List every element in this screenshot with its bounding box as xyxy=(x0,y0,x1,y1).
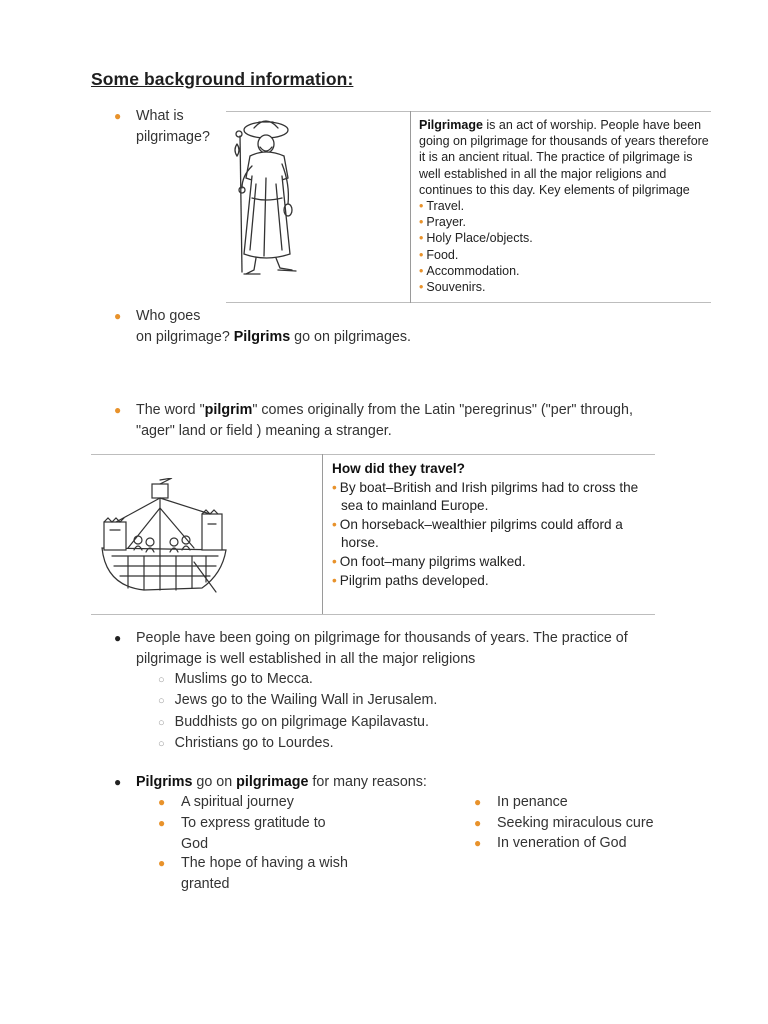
bullet-orange: ● xyxy=(474,816,482,830)
small-bullet: • xyxy=(332,553,337,569)
reason-item: Seeking miraculous cure xyxy=(497,815,654,831)
pilgrims-term: Pilgrims xyxy=(136,774,193,790)
box2-text xyxy=(332,460,638,590)
religions-sublist xyxy=(158,669,437,754)
box1-line4: well established in all the major religions and xyxy=(419,166,667,181)
bullet-orange: ● xyxy=(158,816,166,830)
bullet-orange: ● xyxy=(474,836,482,850)
p4-line1: People have been going on pilgrimage for thousands of years. The practice of xyxy=(136,630,628,646)
reason-item: The hope of having a wish granted xyxy=(181,855,348,892)
bullet-orange: ● xyxy=(114,309,122,323)
ship-illustration xyxy=(98,478,230,596)
box1-line3: it is an ancient ritual. The practice of pilgrimage is xyxy=(419,150,693,165)
small-bullet: • xyxy=(332,516,337,532)
hollow-bullet: ○ xyxy=(158,674,165,686)
small-bullet: • xyxy=(419,231,424,246)
box1-top-border xyxy=(226,111,711,112)
box2-item: • On foot–many pilgrims walked. xyxy=(332,553,526,569)
q3-line2: "ager" land or field ) meaning a stranger. xyxy=(136,422,392,439)
reason-item: In penance xyxy=(497,794,568,810)
small-bullet: • xyxy=(332,572,337,588)
pilgrims-term: Pilgrims xyxy=(233,328,291,345)
bullet-orange: ● xyxy=(114,403,122,417)
q1-line1: What is xyxy=(136,108,184,124)
box2-title: How did they travel? xyxy=(332,461,465,476)
box1-item: • Food. xyxy=(419,247,459,262)
small-bullet: • xyxy=(419,199,424,214)
sublist-item: ○ Buddhists go on pilgrimage Kapilavastu. xyxy=(158,713,429,730)
small-bullet: • xyxy=(419,263,424,278)
box2-bottom-border xyxy=(91,614,655,615)
q3-line1: The word "pilgrim" comes originally from the Latin "peregrinus" ("per" through, xyxy=(136,402,633,418)
small-bullet: • xyxy=(419,247,424,262)
bullet-orange: ● xyxy=(474,795,482,809)
box1-term: Pilgrimage xyxy=(419,118,483,132)
box2-top-border xyxy=(91,454,655,455)
box1-bottom-border xyxy=(226,302,711,303)
box2-item-cont: horse. xyxy=(341,535,379,551)
reason-item: A spiritual journey xyxy=(181,794,294,810)
reason-item: In veneration of God xyxy=(497,835,627,851)
bullet-orange: ● xyxy=(158,856,166,870)
q2-line1: Who goes xyxy=(136,308,201,324)
box1-item: • Prayer. xyxy=(419,215,466,230)
box1-divider xyxy=(410,111,411,303)
reasons-paragraph: Pilgrims go on pilgrimage for many reasons: xyxy=(136,774,427,790)
bullet-black: ● xyxy=(114,775,122,789)
box1-line1 xyxy=(419,117,709,133)
pilgrim-illustration xyxy=(226,114,406,300)
page-heading: Some background information: xyxy=(91,69,354,89)
pilgrimage-term: pilgrimage xyxy=(236,774,309,790)
reason-item: To express gratitude to God xyxy=(181,815,326,852)
box2-item: • By boat–British and Irish pilgrims had to cross the xyxy=(332,479,639,495)
small-bullet: • xyxy=(332,479,337,495)
box1-line5: continues to this day. Key elements of pilgrimage xyxy=(419,182,690,197)
bullet-orange: ● xyxy=(114,109,122,123)
box1-line2: going on pilgrimage for thousands of years therefore xyxy=(419,134,709,149)
box2-item-cont: sea to mainland Europe. xyxy=(341,498,489,514)
hollow-bullet: ○ xyxy=(158,737,165,750)
box1-text xyxy=(419,117,709,295)
bullet-black: ● xyxy=(114,631,122,645)
box2-divider xyxy=(322,454,323,614)
box1-item: • Travel. xyxy=(419,199,465,214)
box2-item: • On horseback–wealthier pilgrims could afford a xyxy=(332,516,623,532)
word-origin-paragraph xyxy=(136,400,633,441)
question-who-goes xyxy=(136,306,411,347)
question-what-is-pilgrimage xyxy=(136,106,210,147)
p4-line2: pilgrimage is well established in all the major religions xyxy=(136,650,476,667)
box1-line1-rest: is an act of worship. People have been xyxy=(482,118,702,132)
religions-paragraph xyxy=(136,628,628,669)
box1-item: • Accommodation. xyxy=(419,263,520,278)
small-bullet: • xyxy=(419,215,424,230)
sublist-item: ○ Jews go to the Wailing Wall in Jerusalem. xyxy=(158,692,438,709)
q1-line2: pilgrimage? xyxy=(136,128,210,145)
small-bullet: • xyxy=(419,280,424,295)
box1-item: • Souvenirs. xyxy=(419,280,486,295)
sublist-item: ○ Christians go to Lourdes. xyxy=(158,734,334,751)
box1-item: • Holy Place/objects. xyxy=(419,231,533,246)
sublist-item: ○ Muslims go to Mecca. xyxy=(158,671,313,687)
box2-item: • Pilgrim paths developed. xyxy=(332,572,489,588)
bullet-orange: ● xyxy=(158,795,166,809)
hollow-bullet: ○ xyxy=(158,716,165,729)
hollow-bullet: ○ xyxy=(158,695,165,708)
q2-line2: on pilgrimage? Pilgrims go on pilgrimages. xyxy=(136,328,411,345)
pilgrim-term: pilgrim xyxy=(204,402,253,418)
